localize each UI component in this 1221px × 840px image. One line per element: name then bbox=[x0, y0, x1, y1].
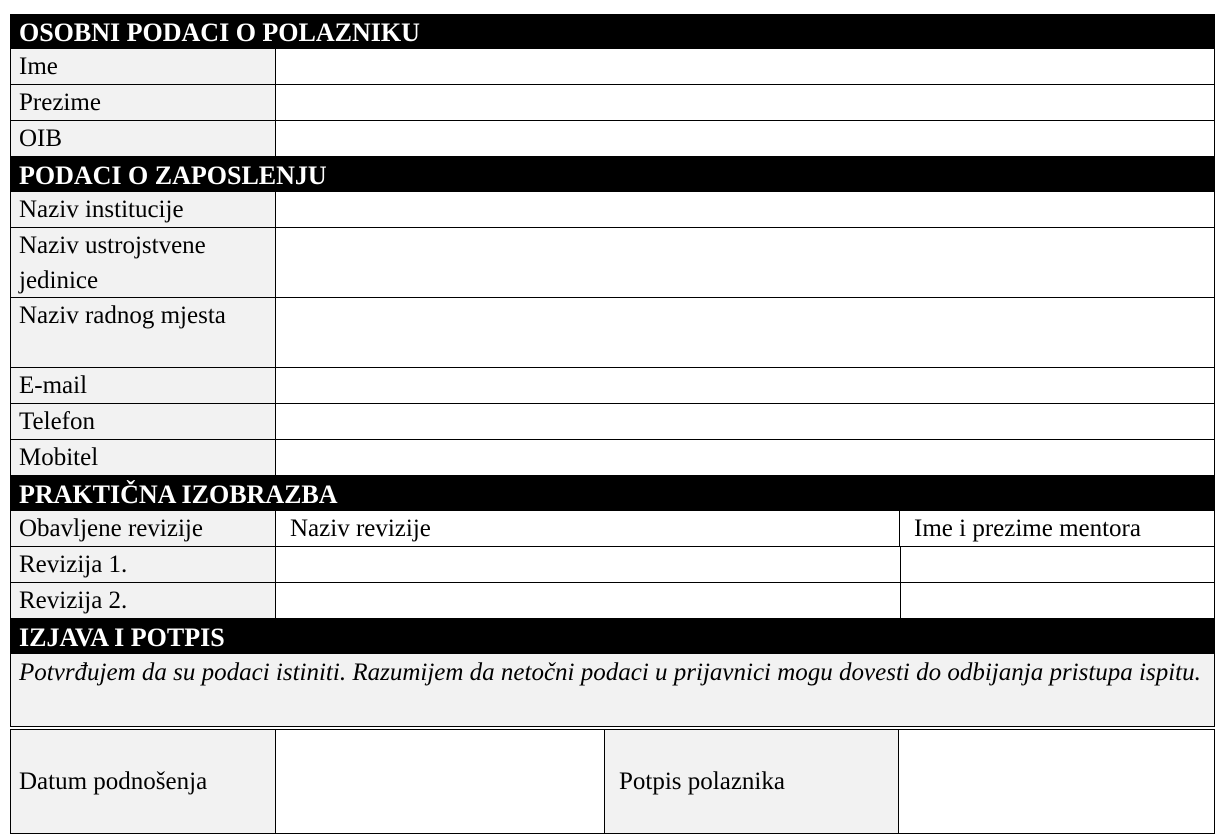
field-input-email[interactable] bbox=[276, 368, 1214, 403]
field-row-prezime bbox=[10, 85, 1215, 121]
field-input-ime[interactable] bbox=[276, 49, 1214, 84]
training-row-label: Revizija 2. bbox=[11, 583, 276, 618]
column-header-obavljene-revizije: Obavljene revizije bbox=[11, 511, 276, 546]
field-input-mentor-1[interactable] bbox=[901, 547, 1214, 582]
field-row-mobitel bbox=[10, 440, 1215, 476]
training-header-row bbox=[10, 511, 1215, 547]
field-row-institucija bbox=[10, 192, 1215, 228]
column-header-mentor: Ime i prezime mentora bbox=[914, 515, 1141, 542]
field-input-mobitel[interactable] bbox=[276, 440, 1214, 475]
field-row-telefon bbox=[10, 404, 1215, 440]
field-row-radno-mjesto bbox=[10, 298, 1215, 368]
training-row-1 bbox=[10, 547, 1215, 583]
field-label-telefon: Telefon bbox=[11, 404, 276, 439]
field-input-institucija[interactable] bbox=[276, 192, 1214, 227]
declaration-statement: Potvrđujem da su podaci istiniti. Razumijem da netočni podaci u prijavnici mogu dovesti do odbijanja pristupa ispitu. bbox=[10, 654, 1215, 727]
field-row-ustrojstvena-jedinica bbox=[10, 228, 1215, 298]
field-row-oib bbox=[10, 121, 1215, 157]
section-header-personal: OSOBNI PODACI O POLAZNIKU bbox=[10, 14, 1215, 49]
field-label-ustrojstvena-jedinica: Naziv ustrojstvene jedinice bbox=[11, 228, 276, 297]
field-input-oib[interactable] bbox=[276, 121, 1214, 156]
field-input-naziv-revizije-1[interactable] bbox=[276, 547, 901, 582]
field-input-radno-mjesto[interactable] bbox=[276, 298, 1214, 367]
section-header-training: PRAKTIČNA IZOBRAZBA bbox=[10, 476, 1215, 511]
field-label-potpis: Potpis polaznika bbox=[605, 730, 899, 833]
field-input-telefon[interactable] bbox=[276, 404, 1214, 439]
field-label-radno-mjesto: Naziv radnog mjesta bbox=[11, 298, 276, 367]
field-label-email: E-mail bbox=[11, 368, 276, 403]
field-label-oib: OIB bbox=[11, 121, 276, 156]
section-header-employment: PODACI O ZAPOSLENJU bbox=[10, 157, 1215, 192]
field-input-mentor-2[interactable] bbox=[901, 583, 1214, 618]
field-label-prezime: Prezime bbox=[11, 85, 276, 120]
field-label-datum: Datum podnošenja bbox=[11, 730, 276, 833]
section-header-declaration: IZJAVA I POTPIS bbox=[10, 619, 1215, 654]
field-row-ime bbox=[10, 49, 1215, 85]
field-label-institucija: Naziv institucije bbox=[11, 192, 276, 227]
field-label-ime: Ime bbox=[11, 49, 276, 84]
field-label-mobitel: Mobitel bbox=[11, 440, 276, 475]
field-input-datum[interactable] bbox=[276, 730, 605, 833]
field-input-ustrojstvena-jedinica[interactable] bbox=[276, 228, 1214, 297]
field-input-potpis[interactable] bbox=[899, 730, 1214, 833]
field-input-prezime[interactable] bbox=[276, 85, 1214, 120]
column-header-naziv-revizije: Naziv revizije bbox=[276, 511, 900, 546]
field-row-email bbox=[10, 368, 1215, 404]
training-row-label: Revizija 1. bbox=[11, 547, 276, 582]
application-form bbox=[10, 14, 1215, 834]
signature-row bbox=[10, 729, 1215, 834]
field-input-naziv-revizije-2[interactable] bbox=[276, 583, 901, 618]
training-row-2 bbox=[10, 583, 1215, 619]
